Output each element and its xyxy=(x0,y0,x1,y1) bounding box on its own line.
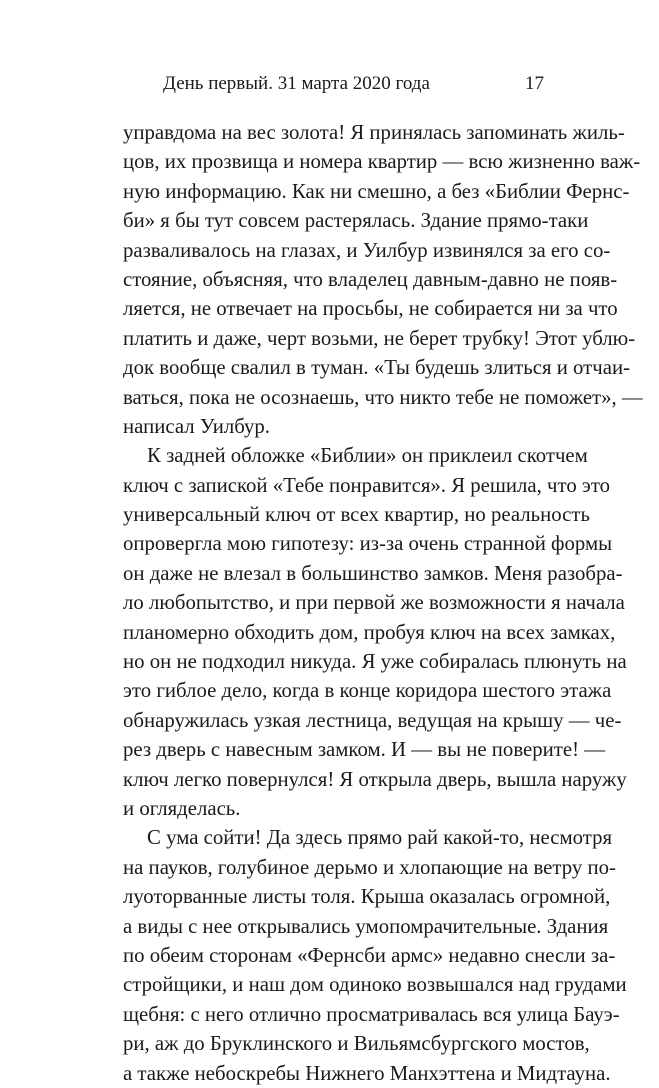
text-line: С ума сойти! Да здесь прямо рай какой-то, несмотря xyxy=(147,826,613,850)
text-line: стояние, объясняя, что владелец давным-давно не появ- xyxy=(123,267,618,291)
text-line: он даже не влезал в большинство замков. Меня разобра- xyxy=(123,561,623,585)
text-line: луоторванные листы толя. Крыша оказалась огромной, xyxy=(123,885,611,909)
text-line: К задней обложке «Библии» он приклеил скотчем xyxy=(147,444,588,468)
text-line: планомерно обходить дом, пробуя ключ на всех замках, xyxy=(123,620,616,644)
text-line: ло любопытство, и при первой же возможности я начала xyxy=(123,591,625,615)
text-line: ную информацию. Как ни смешно, а без «Библии Фернс- xyxy=(123,179,630,203)
text-line: а виды с нее открывались умопомрачительные. Здания xyxy=(123,914,609,938)
text-line: и огляделась. xyxy=(123,796,241,820)
text-line: платить и даже, черт возьми, не берет трубку! Этот ублю- xyxy=(123,326,636,350)
text-line: это гиблое дело, когда в конце коридора шестого этажа xyxy=(123,679,612,703)
body-text xyxy=(123,118,643,1088)
text-line: но он не подходил никуда. Я уже собиралась плюнуть на xyxy=(123,650,627,674)
page-number: 17 xyxy=(525,73,544,94)
text-line: а также небоскребы Нижнего Манхэттена и Мидтауна. xyxy=(123,1061,611,1085)
text-line: ваться, пока не осознаешь, что никто тебе не поможет», — xyxy=(123,385,643,409)
text-line: опровергла мою гипотезу: из-за очень странной формы xyxy=(123,532,613,556)
text-line: цов, их прозвища и номера квартир — всю жизненно важ- xyxy=(123,150,641,174)
text-line: стройщики, и наш дом одиноко возвышался над грудами xyxy=(123,973,627,997)
text-line: док вообще свалил в туман. «Ты будешь злиться и отчаи- xyxy=(123,356,630,380)
running-head xyxy=(123,71,544,97)
text-line: ляется, не отвечает на просьбы, не собирается ни за что xyxy=(123,297,618,321)
text-line: по обеим сторонам «Фернсби армс» недавно снесли за- xyxy=(123,943,616,967)
text-line: управдома на вес золота! Я принялась запоминать жиль- xyxy=(123,121,625,144)
text-line: универсальный ключ от всех квартир, но реальность xyxy=(123,503,590,527)
text-line: написал Уилбур. xyxy=(123,414,271,438)
chapter-title: День первый. 31 марта 2020 года xyxy=(163,73,430,94)
text-line: би» я бы тут совсем растерялась. Здание прямо-таки xyxy=(123,209,589,233)
text-line: рез дверь с навесным замком. И — вы не поверите! — xyxy=(123,738,606,762)
text-line: обнаружилась узкая лестница, ведущая на крышу — че- xyxy=(123,708,622,732)
text-line: щебня: с него отлично просматривалась вся улица Бауэ- xyxy=(123,1002,620,1026)
text-line: ключ легко повернулся! Я открыла дверь, вышла наружу xyxy=(123,767,627,791)
text-line: ключ с запиской «Тебе понравится». Я решила, что это xyxy=(123,473,611,497)
text-line: ри, аж до Бруклинского и Вильямсбургского мостов, xyxy=(123,1032,590,1056)
text-line: разваливалось на глазах, и Уилбур извинялся за его со- xyxy=(123,238,611,262)
text-line: на пауков, голубиное дерьмо и хлопающие на ветру по- xyxy=(123,855,616,879)
